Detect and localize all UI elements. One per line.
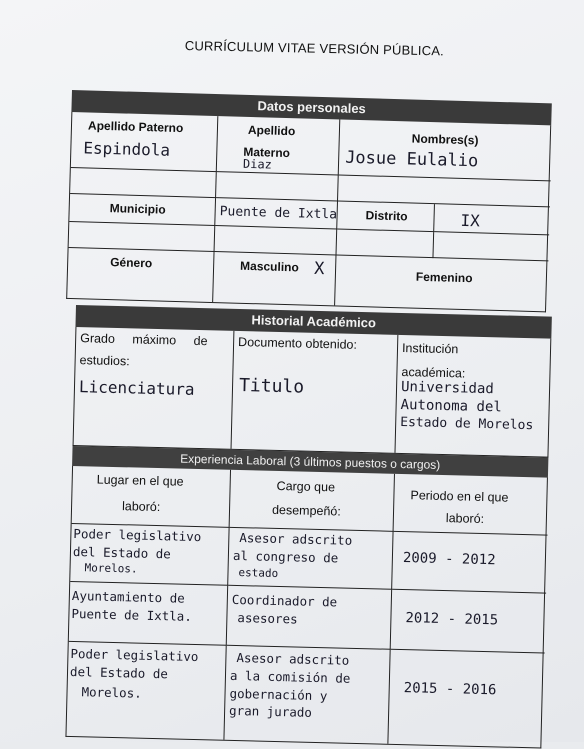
masculino-mark: X xyxy=(313,258,325,280)
work-row-1-lugar-line-3: Morelos. xyxy=(84,561,138,576)
documento-value: Titulo xyxy=(238,375,305,398)
work-row-2-cargo xyxy=(227,586,392,650)
work-row-1-cargo xyxy=(228,528,393,590)
apellido-materno-value: Diaz xyxy=(242,156,273,172)
apellido-paterno-value: Espindola xyxy=(83,138,171,160)
work-row-1-lugar-line-1: Poder legislativo xyxy=(73,526,202,545)
apellido-materno-label-2: Materno xyxy=(243,144,291,161)
work-experience-header: Experiencia Laboral (3 últimos puestos o cargos) xyxy=(72,446,548,478)
work-row-2-cargo-line-2: asesores xyxy=(237,610,298,627)
nombres-label: Nombres(s) xyxy=(411,131,479,148)
work-row-1-periodo xyxy=(392,532,547,594)
cell-apellido-paterno xyxy=(71,112,219,172)
apellido-materno-label-1: Apellido xyxy=(247,122,296,139)
cell-genero xyxy=(67,248,214,302)
cell-femenino xyxy=(335,255,548,311)
work-row-1-cargo-line-2: al congreso de xyxy=(232,547,339,566)
work-row-1-cargo-line-3: estado xyxy=(238,566,279,581)
col-periodo-label-2: laboró: xyxy=(445,511,485,527)
distrito-value: IX xyxy=(460,210,481,231)
documento-label: Documento obtenido: xyxy=(237,334,358,352)
grado-value: Licenciatura xyxy=(78,377,195,399)
cell-empty-7 xyxy=(433,232,549,261)
distrito-label: Distrito xyxy=(365,208,408,224)
work-row-2-lugar xyxy=(69,582,228,646)
cell-distrito-value xyxy=(434,204,550,235)
work-row-2-periodo xyxy=(391,590,546,654)
cell-empty-6 xyxy=(336,229,434,258)
work-row-3-cargo xyxy=(224,646,390,744)
cell-municipio-value xyxy=(215,198,338,229)
grado-label-1: Grado máximo de xyxy=(80,331,208,349)
apellido-paterno-label: Apellido Paterno xyxy=(87,118,184,136)
cell-apellido-materno xyxy=(217,116,341,175)
institucion-value-line-1: Universidad xyxy=(400,378,494,398)
cell-documento xyxy=(232,331,399,453)
cell-nombres xyxy=(339,120,552,182)
work-row-3-cargo-line-2: a la comisión de xyxy=(229,667,351,686)
col-periodo-header xyxy=(394,474,549,536)
institucion-value-line-3: Estado de Morelos xyxy=(400,414,534,434)
academic-history-header: Historial Académico xyxy=(75,305,551,339)
cell-empty-4 xyxy=(69,222,216,252)
municipio-value: Puente de Ixtla xyxy=(219,204,338,223)
cell-institucion xyxy=(395,335,552,457)
work-row-3-periodo-value: 2015 - 2016 xyxy=(403,680,497,699)
work-row-1-cargo-line-1: Asesor adscrito xyxy=(239,530,353,548)
col-periodo-label-1: Periodo en el que xyxy=(410,488,509,505)
col-cargo-label-1: Cargo que xyxy=(276,478,336,495)
masculino-label: Masculino xyxy=(239,258,300,275)
cell-empty-1 xyxy=(70,168,217,198)
work-row-2-periodo-value: 2012 - 2015 xyxy=(405,610,499,629)
cell-distrito-label xyxy=(337,201,435,232)
work-experience-grid xyxy=(65,466,547,749)
work-row-3-lugar xyxy=(66,642,226,740)
cell-empty-5 xyxy=(215,226,338,255)
cell-empty-2 xyxy=(216,172,339,201)
work-row-3-lugar-line-1: Poder legislativo xyxy=(70,645,199,665)
work-row-3-lugar-line-3: Morelos. xyxy=(81,684,142,701)
academic-history-table xyxy=(65,305,551,749)
personal-data-header: Datos personales xyxy=(71,90,551,125)
col-cargo-header xyxy=(230,470,395,532)
cell-municipio-label xyxy=(69,194,216,226)
personal-data-table xyxy=(66,90,552,312)
work-row-2-cargo-line-1: Coordinador de xyxy=(231,591,338,610)
work-row-1-lugar-line-2: del Estado de xyxy=(72,544,171,562)
work-row-2-lugar-line-1: Ayuntamiento de xyxy=(71,587,185,606)
col-cargo-label-2: desempeñó: xyxy=(271,502,342,519)
genero-label: Género xyxy=(110,255,153,271)
work-row-3-lugar-line-2: del Estado de xyxy=(69,663,169,682)
institucion-label-1: Institución xyxy=(401,340,459,357)
work-row-3-cargo-line-3: gobernación y xyxy=(229,685,328,704)
work-row-3-periodo xyxy=(388,650,544,748)
grado-label-2: estudios: xyxy=(79,353,130,369)
work-row-1-lugar xyxy=(70,524,229,586)
nombres-value: Josue Eulalio xyxy=(344,147,479,172)
document-title: CURRÍCULUM VITAE VERSIÓN PÚBLICA. xyxy=(184,38,445,59)
work-row-1-periodo-value: 2009 - 2012 xyxy=(402,550,496,569)
work-row-3-cargo-line-4: gran jurado xyxy=(228,702,313,720)
cell-masculino xyxy=(213,252,336,305)
work-row-2-lugar-line-2: Puente de Ixtla. xyxy=(71,605,193,624)
col-lugar-header xyxy=(72,466,231,528)
municipio-label: Municipio xyxy=(109,201,166,217)
col-lugar-label-2: laboró: xyxy=(121,499,161,515)
institucion-label-2: académica: xyxy=(401,364,466,381)
femenino-label: Femenino xyxy=(415,269,473,286)
work-row-3-cargo-line-1: Asesor adscrito xyxy=(236,650,350,668)
academic-history-grid xyxy=(73,327,552,458)
institucion-value-line-2: Autonoma del xyxy=(400,396,502,416)
cell-grado xyxy=(74,327,235,449)
col-lugar-label-1: Lugar en el que xyxy=(96,472,184,489)
personal-data-grid xyxy=(66,112,551,312)
